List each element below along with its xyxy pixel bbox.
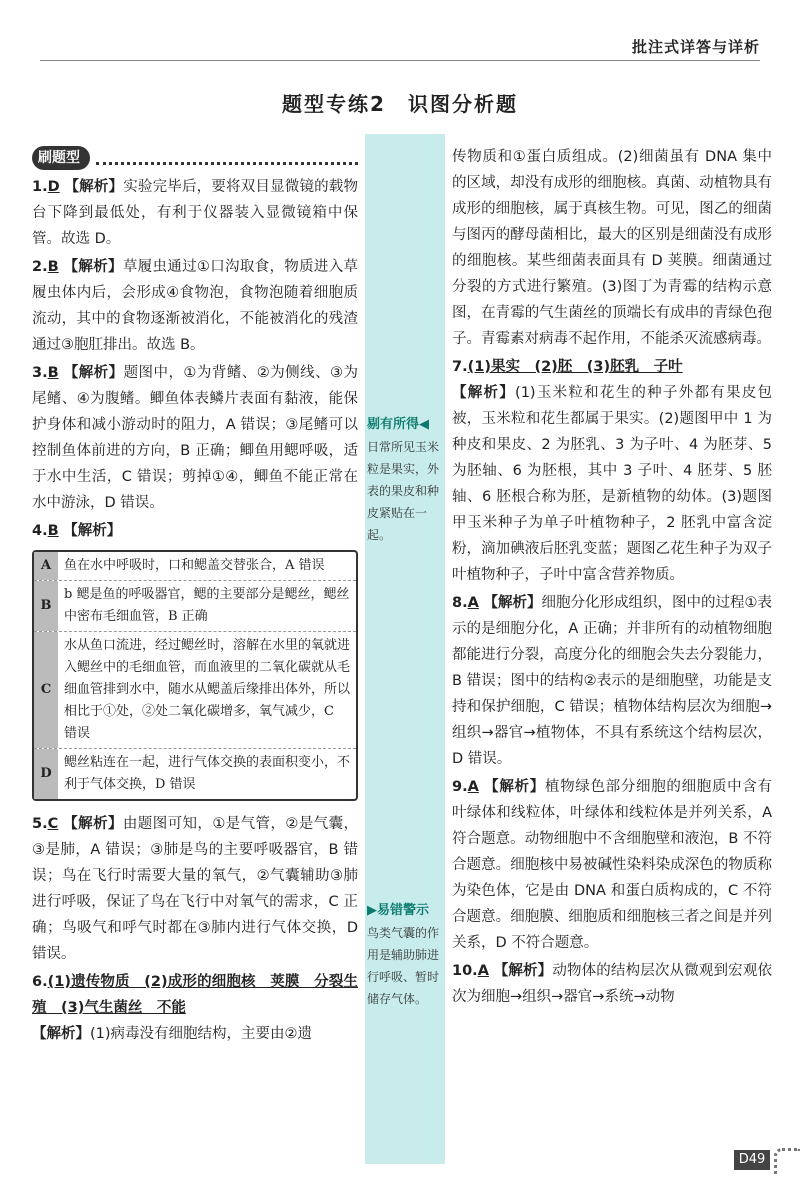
answer-item-2	[32, 254, 358, 358]
item-answer: B	[47, 365, 59, 381]
row-text: 鱼在水中呼吸时，口和鳃盖交替张合，A 错误	[64, 558, 325, 573]
item-number: 10.	[452, 963, 478, 979]
right-column	[452, 144, 772, 1012]
page-header	[0, 0, 800, 58]
answer-item-5	[32, 811, 358, 967]
note-warning-body: 鸟类气囊的作用是辅助肺进行呼吸、暂时储存气体。	[367, 926, 440, 1006]
analysis-table	[32, 550, 358, 801]
item-answer: (1)遗传物质 (2)成形的细胞核 荚膜 分裂生殖 (3)气生菌丝 不能	[32, 974, 358, 1016]
item-tag: 【解析】	[63, 523, 122, 539]
item-answer: D	[47, 179, 60, 195]
answer-item-1	[32, 174, 358, 252]
item-answer: A	[467, 595, 479, 611]
page-number: D49	[734, 1150, 770, 1170]
row-label: B	[34, 581, 58, 631]
answer-item-4	[32, 518, 358, 544]
left-column	[32, 146, 358, 1049]
answer-item-8	[452, 590, 772, 772]
item-text: 动物体的结构层次从微观到宏观依次为细胞→组织→器官→系统→动物	[452, 963, 772, 1005]
item-text: 植物绿色部分细胞的细胞质中含有叶绿体和线粒体，叶绿体和线粒体是并列关系，A 符合题意。动物细胞中不含细胞壁和液泡，B 不符合题意。细胞核中易被碱性染料染成深色的物质称为染色体，它是由 DNA 和蛋白质构成的，C 不符合题意。细胞膜、细胞质和细胞核三者之间是并列关系，D 不符合题意。	[452, 779, 773, 951]
item-number: 7.	[452, 359, 468, 375]
item-text: (1)玉米粒和花生的种子外都有果皮包被，玉米粒和花生都属于果实。(2)题图甲中 1 为种皮和果皮、2 为胚乳、3 为子叶、4 为胚芽、5 为胚轴、6 为胚根，其中 3 子叶、4 胚芽、5 胚轴、6 胚根合称为胚，是新植物的幼体。(3)题图甲玉米种子为单子叶植物种子，2 胚乳中富含淀粉，滴加碘液后胚乳变蓝；题图乙花生种子为双子叶植物种子，子叶中富含营养物质。	[452, 385, 772, 583]
item-text: 草履虫通过①口沟取食，物质进入草履虫体内后，会形成④食物泡，食物泡随着细胞质流动，其中的食物逐渐被消化，不能被消化的残渣通过③胞肛排出。故选 B。	[32, 259, 359, 353]
answer-item-10	[452, 958, 772, 1010]
item-number: 6.	[32, 974, 48, 990]
corner-decoration	[774, 1148, 800, 1175]
item-number: 1.	[32, 179, 48, 195]
answer-item-9	[452, 774, 772, 956]
note-warning-title: ▶易错警示	[367, 903, 429, 918]
note-gains	[367, 414, 443, 546]
item-tag: 【解析】	[32, 1026, 90, 1042]
item-text: 由题图可知，①是气管，②是气囊，③是肺，A 错误；③肺是鸟的主要呼吸器官，B 错误；鸟在飞行时需要大量的氧气，②气囊辅助③肺进行呼吸，保证了鸟在飞行中对氧气的需求，C 正确；鸟吸气和呼气时都在③肺内进行气体交换，D 错误。	[32, 816, 358, 962]
item-answer: A	[467, 779, 479, 795]
answer-item-3	[32, 360, 358, 516]
item-answer: (1)果实 (2)胚 (3)胚乳 子叶	[467, 359, 683, 375]
item-tag: 【解析】	[484, 779, 545, 795]
item-tag: 【解析】	[452, 385, 516, 401]
row-label: D	[34, 749, 58, 799]
table-row	[34, 749, 356, 799]
section-dots	[96, 152, 358, 165]
note-gains-body: 日常所见玉米粒是果实，外表的果皮和种皮紧贴在一起。	[367, 440, 440, 542]
answer-item-6	[32, 969, 358, 1047]
table-row	[34, 581, 356, 632]
item-number: 4.	[32, 523, 48, 539]
note-warning	[367, 900, 443, 1010]
item-tag: 【解析】	[63, 816, 123, 832]
item-6-continued: 传物质和①蛋白质组成。(2)细菌虽有 DNA 集中的区域，却没有成形的细胞核。真菌、动植物具有成形的细胞核，属于真核生物。可见，图乙的细菌与图丙的酵母菌相比，最大的区别是细菌没有成形的细胞核。某些细菌表面具有 D 荚膜。细菌通过分裂的方式进行繁殖。(3)图丁为青霉的结构示意图，在青霉的气生菌丝的顶端长有成串的青绿色孢子。青霉素对病毒不起作用，不能杀灭流感病毒。	[452, 149, 772, 347]
row-text: b 鳃是鱼的呼吸器官，鳃的主要部分是鳃丝，鳃丝中密布毛细血管，B 正确	[64, 587, 350, 624]
item-number: 8.	[452, 595, 468, 611]
item-tag: 【解析】	[63, 259, 123, 275]
item-tag: 【解析】	[63, 365, 124, 381]
item-number: 9.	[452, 779, 468, 795]
item-number: 2.	[32, 259, 48, 275]
item-answer: C	[47, 816, 59, 832]
item-text: (1)病毒没有细胞结构，主要由②遗	[90, 1026, 313, 1042]
section-header	[32, 146, 358, 170]
item-text: 实验完毕后，要将双目显微镜的载物台下降到最低处，有利于仪器装入显微镜箱中保管。故选 D。	[32, 179, 359, 247]
item-number: 3.	[32, 365, 48, 381]
table-row	[34, 632, 356, 749]
section-badge: 刷题型	[32, 146, 90, 170]
header-title: 批注式详答与详析	[631, 38, 760, 56]
item-tag: 【解析】	[64, 179, 124, 195]
item-text: 细胞分化形成组织，图中的过程①表示的是细胞分化，A 正确；并非所有的动植物细胞都能进行分裂，高度分化的细胞会失去分裂能力，B 错误；图中的结构②表示的是细胞壁，功能是支持和保护细胞，C 错误；植物体结构层次为细胞→组织→器官→植物体，不具有系统这个结构层次，D 错误。	[452, 595, 773, 767]
note-gains-title: 剔有所得◀	[367, 417, 429, 432]
answer-item-7	[452, 354, 772, 588]
header-divider	[40, 60, 760, 61]
item-tag: 【解析】	[483, 595, 542, 611]
row-text: 水从鱼口流进，经过鳃丝时，溶解在水里的氧就进入鳃丝中的毛细血管，而血液里的二氧化碳就从毛细血管排到水中，随水从鳃盖后缘排出体外，所以相比于①处，②处二氧化碳增多，氧气减少，C 错误	[64, 638, 351, 741]
page-title: 题型专练2 识图分析题	[282, 92, 518, 116]
row-text: 鳃丝粘连在一起，进行气体交换的表面积变小，不利于气体交换，D 错误	[64, 755, 351, 792]
item-text: 题图中，①为背鳍、②为侧线、③为尾鳍、④为腹鳍。鲫鱼体表鳞片表面有黏液，能保护身体和减小游动时的阻力，A 错误；③尾鳍可以控制鱼体前进的方向，B 正确；鲫鱼用鳃呼吸，适于水中生活，C 错误；剪掉①④，鲫鱼不能正常在水中游泳，D 错误。	[32, 365, 359, 511]
item-number: 5.	[32, 816, 48, 832]
row-label: C	[34, 632, 58, 748]
item-answer: B	[47, 259, 59, 275]
item-answer: A	[477, 963, 489, 979]
item-tag: 【解析】	[493, 963, 553, 979]
table-row	[34, 552, 356, 581]
item-answer: B	[47, 523, 59, 539]
row-label: A	[34, 552, 58, 580]
